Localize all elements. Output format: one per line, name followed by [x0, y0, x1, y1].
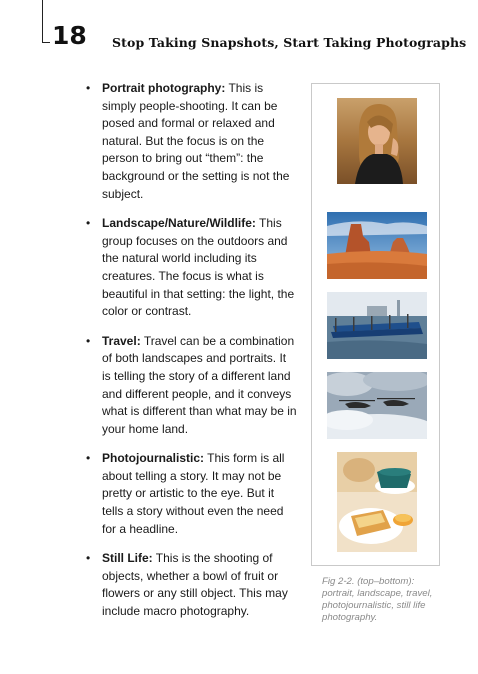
running-title: Stop Taking Snapshots, Start Taking Photographs: [112, 35, 467, 50]
bullet-text: Travel can be a combination of both landscapes and portraits. It is telling the story of a different land and different people, and it conveys what is different than what may be in your home land.: [102, 333, 297, 436]
list-item: [86, 215, 298, 321]
header-horizontal-rule: [42, 42, 50, 43]
figure-caption: Fig 2-2. (top–bottom): portrait, landscape, travel, photojournalistic, still life photography.: [322, 576, 433, 623]
bullet-icon: •: [86, 333, 91, 348]
bullet-icon: •: [86, 81, 91, 95]
list-item: [86, 450, 298, 538]
bullet-text: This form is all about telling a story. It may not be pretty or artistic to the eye. But it tells a story without even the need for a headline.: [102, 451, 285, 536]
list-item: [86, 550, 298, 620]
list-item: [86, 333, 298, 439]
photography-types-list: [86, 80, 298, 633]
bullet-term: Landscape/Nature/Wildlife:: [102, 216, 256, 231]
figure-frame: [311, 83, 440, 566]
list-item: [86, 80, 298, 203]
still-life-photo: [337, 452, 417, 552]
bullet-text: This is the shooting of objects, whether a bowl of fruit or flowers or any still object. This may include macro photography.: [102, 551, 288, 619]
bullet-icon: •: [86, 551, 91, 566]
bullet-text: This is simply people-shooting. It can be posed and formal or relaxed and natural. But the focus is on the person to bring out “them”: the background or the setting is not the subject.: [102, 81, 290, 201]
bullet-term: Portrait photography:: [102, 81, 226, 95]
landscape-photo: [327, 212, 427, 279]
page-number: 18: [52, 21, 87, 50]
photojournalistic-photo: [327, 372, 427, 439]
bullet-term: Travel:: [102, 333, 141, 348]
portrait-photo: [337, 98, 417, 184]
bullet-term: Still Life:: [102, 551, 153, 566]
bullet-text: This group focuses on the outdoors and the natural world including its creatures. The focus is what is beautiful in that setting: the light, the color or contrast.: [102, 216, 295, 319]
bullet-icon: •: [86, 216, 91, 231]
bullet-term: Photojournalistic:: [102, 451, 204, 466]
header-vertical-rule: [42, 0, 43, 42]
travel-photo: [327, 292, 427, 359]
bullet-icon: •: [86, 451, 91, 466]
